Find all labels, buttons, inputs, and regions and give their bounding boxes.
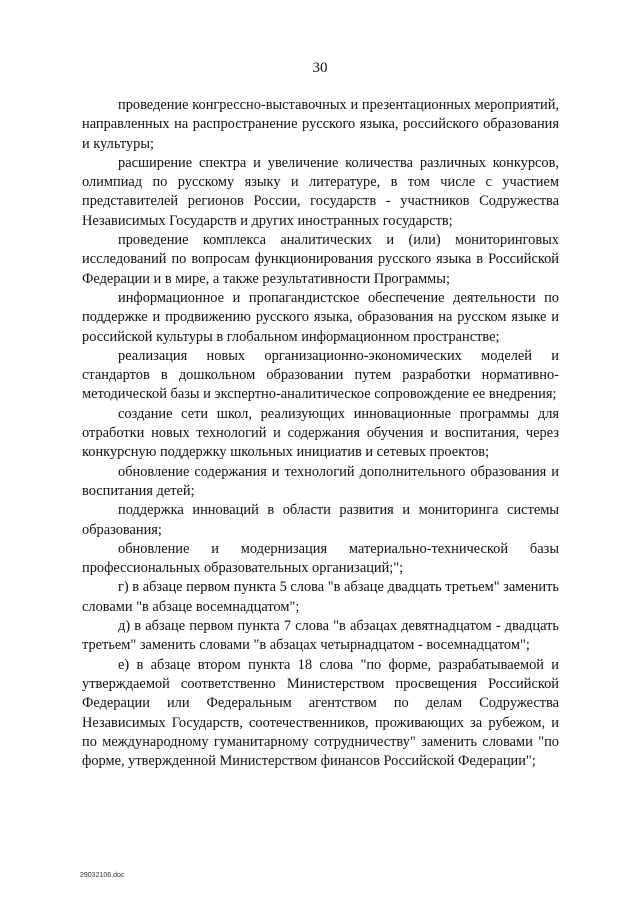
footer-file-code: 29032106.doc [80, 872, 125, 879]
paragraph: проведение конгрессно-выставочных и презентационных мероприятий, направленных на распространение русского языка, российского образования и культуры; [82, 97, 559, 152]
paragraph: д) в абзаце первом пункта 7 слова "в абзацах девятнадцатом - двадцать третьем" заменить словами "в абзацах четырнадцатом - восемнадцатом"; [82, 618, 559, 654]
paragraph: обновление содержания и технологий дополнительного образования и воспитания детей; [82, 463, 559, 499]
paragraph: проведение комплекса аналитических и (или) мониторинговых исследований по вопросам функционирования русского языка в Российской Федерации и в мире, а также результативности Программы; [82, 232, 559, 287]
paragraph: г) в абзаце первом пункта 5 слова "в абзаце двадцать третьем" заменить словами "в абзаце восемнадцатом"; [82, 579, 559, 615]
paragraph: создание сети школ, реализующих инновационные программы для отработки новых технологий и содержания обучения и воспитания, через конкурсную поддержку школьных инициатив и сетевых проектов; [82, 405, 559, 461]
paragraph: обновление и модернизация материально-технической базы профессиональных образовательных организаций;"; [82, 540, 559, 577]
paragraph: расширение спектра и увеличение количества различных конкурсов, олимпиад по русскому языку и литературе, в том числе с участием представителей регионов России, государств - участников Содружества Независимых Государств и других иностранных государств; [82, 154, 559, 229]
paragraph: е) в абзаце втором пункта 18 слова "по форме, разрабатываемой и утверждаемой соответственно Министерством просвещения Российской Федерации или Федеральным агентством по делам Содружества Независимых Государств, соотечественников, проживающих за рубежом, и по международному гуманитарному сотрудничеству" заменить словами "по форме, утвержденной Министерством финансов Российской Федерации"; [82, 656, 559, 770]
paragraph: реализация новых организационно-экономических моделей и стандартов в дошкольном образовании путем разработки нормативно-методической базы и экспертно-аналитическое сопровождение ее внедрения; [82, 347, 559, 403]
paragraph: поддержка инноваций в области развития и мониторинга системы образования; [82, 502, 559, 538]
page-number: 30 [312, 60, 328, 76]
document-body [82, 96, 559, 771]
paragraph: информационное и пропагандистское обеспечение деятельности по поддержке и продвижению русского языка, образования на русском языке и российской культуры в глобальном информационном пространстве; [82, 289, 559, 345]
